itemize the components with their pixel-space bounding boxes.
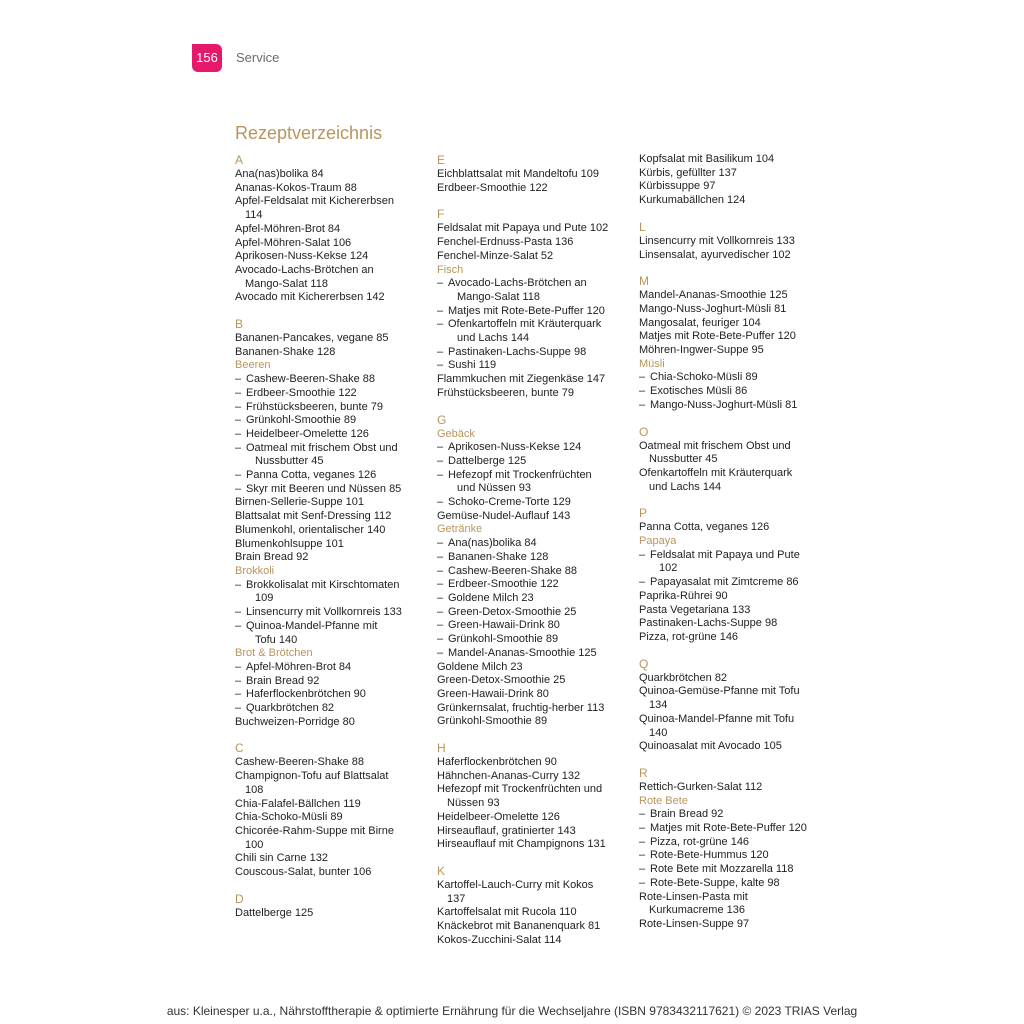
index-entry: Frühstücksbeeren, bunte 79	[437, 386, 574, 399]
index-entry: Cashew-Beeren-Shake 88	[235, 756, 365, 769]
index-letter-heading: L	[639, 219, 646, 234]
index-letter-heading: C	[235, 741, 244, 756]
index-letter-heading: G	[437, 412, 447, 427]
index-entry: Bananen-Pancakes, vegane 85	[235, 332, 389, 345]
index-entry: Mangosalat, feuriger 104	[639, 316, 761, 329]
index-letter-heading: D	[235, 891, 244, 906]
index-entry: Eichblattsalat mit Mandeltofu 109	[437, 168, 600, 180]
index-entry: Aprikosen-Nuss-Kekse 124	[235, 250, 369, 263]
index-subentry: – Apfel-Möhren-Brot 84	[235, 661, 431, 675]
index-subentry: – Cashew-Beeren-Shake 88	[235, 373, 431, 387]
index-letter-heading: F	[437, 207, 445, 222]
index-column-2	[437, 153, 633, 947]
index-entry: Hefezopf mit Trockenfrüchten und	[437, 783, 603, 796]
index-entry-continuation: Nüssen 93	[447, 797, 500, 810]
index-subentry: – Bananen-Shake 128	[437, 551, 633, 565]
index-entry: Ofenkartoffeln mit Kräuterquark	[639, 466, 793, 479]
index-letter-heading: E	[437, 153, 446, 167]
index-subentry: – Ofenkartoffeln mit Kräuterquark	[437, 318, 633, 332]
page-title: Rezeptverzeichnis	[235, 123, 383, 143]
index-entry: Feldsalat mit Papaya und Pute 102	[437, 222, 609, 235]
index-subentry: – Feldsalat mit Papaya und Pute	[639, 549, 839, 563]
index-entry: Quinoa-Mandel-Pfanne mit Tofu	[639, 712, 795, 725]
index-entry: Birnen-Sellerie-Suppe 101	[235, 496, 365, 509]
index-entry: Chicorée-Rahm-Suppe mit Birne	[235, 824, 394, 837]
index-entry: Dattelberge 125	[235, 906, 314, 919]
index-category-heading: Rote Bete	[639, 794, 688, 807]
index-entry: Heidelbeer-Omelette 126	[437, 810, 560, 823]
index-entry: Apfel-Möhren-Salat 106	[235, 236, 352, 249]
index-subentry: – Pastinaken-Lachs-Suppe 98	[437, 346, 633, 360]
index-category-heading: Beeren	[235, 359, 271, 372]
index-subentry-continuation: Tofu 140	[255, 633, 298, 646]
index-entry: Bananen-Shake 128	[235, 345, 336, 358]
index-entry-continuation: 140	[649, 726, 668, 739]
index-subentry: – Brain Bread 92	[639, 808, 839, 822]
index-entry: Kürbissuppe 97	[639, 180, 716, 193]
index-subentry: – Papayasalat mit Zimtcreme 86	[639, 576, 839, 590]
index-entry: Mango-Nuss-Joghurt-Müsli 81	[639, 302, 787, 315]
index-entry: Couscous-Salat, bunter 106	[235, 866, 372, 879]
index-subentry: – Panna Cotta, veganes 126	[235, 469, 431, 483]
index-entry: Fenchel-Erdnuss-Pasta 136	[437, 236, 574, 249]
index-subentry-continuation: Nussbutter 45	[255, 455, 324, 468]
index-entry-continuation: 108	[245, 783, 264, 796]
index-entry: Kurkumabällchen 124	[639, 194, 746, 207]
index-entry: Möhren-Ingwer-Suppe 95	[639, 344, 764, 357]
index-subentry-continuation: und Lachs 144	[457, 332, 530, 345]
index-category-heading: Brot & Brötchen	[235, 647, 313, 660]
index-subentry: – Quinoa-Mandel-Pfanne mit	[235, 620, 431, 634]
index-entry: Rettich-Gurken-Salat 112	[639, 780, 763, 793]
index-entry: Erdbeer-Smoothie 122	[437, 181, 548, 194]
index-subentry: – Mango-Nuss-Joghurt-Müsli 81	[639, 399, 839, 413]
index-entry: Chia-Falafel-Bällchen 119	[235, 797, 361, 810]
index-entry: Blattsalat mit Senf-Dressing 112	[235, 510, 392, 523]
index-subentry: – Mandel-Ananas-Smoothie 125	[437, 647, 633, 661]
section-name: Service	[236, 50, 280, 65]
index-subentry: – Frühstücksbeeren, bunte 79	[235, 401, 431, 415]
index-subentry: – Rote Bete mit Mozzarella 118	[639, 863, 839, 877]
index-letter-heading: P	[639, 506, 648, 521]
index-entry-continuation: 134	[649, 699, 668, 712]
index-entry-continuation: 137	[447, 892, 466, 905]
index-subentry: – Brokkolisalat mit Kirschtomaten	[235, 579, 431, 593]
index-subentry: – Avocado-Lachs-Brötchen an	[437, 277, 633, 291]
index-letter-heading: Q	[639, 656, 649, 671]
index-subentry: – Brain Bread 92	[235, 675, 431, 689]
index-subentry: – Green-Hawaii-Drink 80	[437, 619, 633, 633]
index-entry: Green-Hawaii-Drink 80	[437, 687, 549, 700]
index-subentry: – Schoko-Creme-Torte 129	[437, 496, 633, 510]
index-entry: Matjes mit Rote-Bete-Puffer 120	[639, 330, 796, 343]
index-entry-continuation: Nussbutter 45	[649, 453, 718, 466]
index-entry: Quarkbrötchen 82	[639, 671, 728, 684]
index-subentry: – Matjes mit Rote-Bete-Puffer 120	[639, 822, 839, 836]
index-entry: Rote-Linsen-Suppe 97	[639, 917, 750, 930]
index-subentry: – Heidelbeer-Omelette 126	[235, 428, 431, 442]
index-entry: Pasta Vegetariana 133	[639, 603, 751, 616]
index-entry: Linsensalat, ayurvedischer 102	[639, 248, 791, 261]
index-subentry: – Cashew-Beeren-Shake 88	[437, 565, 633, 579]
index-category-heading: Papaya	[639, 535, 677, 548]
index-subentry: – Skyr mit Beeren und Nüssen 85	[235, 483, 431, 497]
index-category-heading: Müsli	[639, 357, 665, 370]
index-category-heading: Brokkoli	[235, 564, 275, 577]
index-subentry: – Oatmeal mit frischem Obst und	[235, 442, 431, 456]
page-number-badge: 156	[192, 44, 222, 72]
index-entry: Avocado-Lachs-Brötchen an	[235, 263, 374, 276]
index-entry: Panna Cotta, veganes 126	[639, 521, 770, 534]
index-subentry: – Ana(nas)bolika 84	[437, 537, 633, 551]
index-column-1	[235, 153, 431, 920]
index-entry: Kartoffelsalat mit Rucola 110	[437, 906, 577, 919]
index-entry: Quinoa-Gemüse-Pfanne mit Tofu	[639, 685, 800, 698]
index-letter-heading: M	[639, 274, 649, 289]
index-entry: Fenchel-Minze-Salat 52	[437, 249, 554, 262]
index-subentry: – Erdbeer-Smoothie 122	[437, 578, 633, 592]
index-subentry: – Haferflockenbrötchen 90	[235, 688, 431, 702]
index-entry: Buchweizen-Porridge 80	[235, 715, 355, 728]
index-entry: Paprika-Rührei 90	[639, 589, 728, 602]
index-subentry: – Quarkbrötchen 82	[235, 702, 431, 716]
index-entry: Linsencurry mit Vollkornreis 133	[639, 234, 795, 247]
index-entry: Ana(nas)bolika 84	[235, 168, 324, 180]
index-entry: Gemüse-Nudel-Auflauf 143	[437, 509, 571, 522]
index-entry: Green-Detox-Smoothie 25	[437, 674, 566, 687]
index-letter-heading: B	[235, 317, 244, 332]
index-entry: Blumenkohl, orientalischer 140	[235, 523, 386, 536]
index-entry: Blumenkohlsuppe 101	[235, 537, 344, 550]
index-subentry: – Hefezopf mit Trockenfrüchten	[437, 469, 633, 483]
index-entry: Grünkohl-Smoothie 89	[437, 715, 548, 728]
index-entry: Haferflockenbrötchen 90	[437, 756, 557, 769]
index-entry: Hirseauflauf mit Champignons 131	[437, 838, 606, 851]
index-subentry: – Erdbeer-Smoothie 122	[235, 387, 431, 401]
index-letter-heading: O	[639, 424, 649, 439]
index-entry: Grünkernsalat, fruchtig-herber 113	[437, 701, 605, 714]
index-subentry: – Rote-Bete-Hummus 120	[639, 849, 839, 863]
index-entry: Hirseauflauf, gratinierter 143	[437, 824, 576, 837]
index-entry: Hähnchen-Ananas-Curry 132	[437, 769, 581, 782]
index-entry: Knäckebrot mit Bananenquark 81	[437, 920, 601, 933]
index-entry: Brain Bread 92	[235, 551, 309, 564]
index-entry: Mandel-Ananas-Smoothie 125	[639, 289, 788, 302]
index-entry: Champignon-Tofu auf Blattsalat	[235, 770, 389, 783]
index-entry: Kopfsalat mit Basilikum 104	[639, 153, 775, 165]
index-entry: Oatmeal mit frischem Obst und	[639, 439, 791, 452]
index-subentry: – Chia-Schoko-Müsli 89	[639, 371, 839, 385]
index-entry: Ananas-Kokos-Traum 88	[235, 181, 357, 194]
index-subentry-continuation: Mango-Salat 118	[457, 290, 540, 303]
index-category-heading: Fisch	[437, 263, 464, 276]
index-entry: Flammkuchen mit Ziegenkäse 147	[437, 373, 606, 386]
index-subentry-continuation: 102	[659, 562, 678, 575]
index-entry-continuation: Mango-Salat 118	[245, 277, 328, 290]
index-entry: Kokos-Zucchini-Salat 114	[437, 933, 562, 946]
index-entry-continuation: und Lachs 144	[649, 480, 722, 493]
index-entry-continuation: 114	[245, 209, 263, 222]
index-subentry: – Dattelberge 125	[437, 455, 633, 469]
index-subentry: – Aprikosen-Nuss-Kekse 124	[437, 441, 633, 455]
index-entry: Quinoasalat mit Avocado 105	[639, 740, 782, 753]
index-letter-heading: R	[639, 765, 648, 780]
index-entry: Avocado mit Kichererbsen 142	[235, 291, 385, 304]
index-entry: Pizza, rot-grüne 146	[639, 630, 739, 643]
index-subentry: – Grünkohl-Smoothie 89	[235, 414, 431, 428]
index-entry-continuation: 100	[245, 838, 264, 851]
index-entry: Chia-Schoko-Müsli 89	[235, 811, 343, 824]
index-entry-continuation: Kurkumacreme 136	[649, 904, 745, 917]
index-entry: Pastinaken-Lachs-Suppe 98	[639, 617, 778, 630]
index-subentry: – Green-Detox-Smoothie 25	[437, 606, 633, 620]
index-letter-heading: A	[235, 153, 244, 167]
index-subentry: – Exotisches Müsli 86	[639, 385, 839, 399]
index-subentry-continuation: 109	[255, 592, 274, 605]
index-subentry: – Linsencurry mit Vollkornreis 133	[235, 606, 431, 620]
index-entry: Apfel-Möhren-Brot 84	[235, 222, 341, 235]
index-subentry: – Pizza, rot-grüne 146	[639, 836, 839, 850]
index-entry: Apfel-Feldsalat mit Kichererbsen	[235, 195, 394, 208]
index-subentry: – Matjes mit Rote-Bete-Puffer 120	[437, 305, 633, 319]
index-subentry: – Goldene Milch 23	[437, 592, 633, 606]
index-category-heading: Getränke	[437, 523, 483, 536]
footer-citation: aus: Kleinesper u.a., Nährstofftherapie & optimierte Ernährung für die Wechseljahre (ISBN 9783432117621) © 2023 TRIAS Verlag	[166, 1004, 858, 1018]
index-category-heading: Gebäck	[437, 427, 475, 440]
index-entry: Kartoffel-Lauch-Curry mit Kokos	[437, 878, 594, 891]
index-entry: Rote-Linsen-Pasta mit	[639, 890, 748, 903]
index-column-3	[639, 153, 839, 932]
index-subentry: – Rote-Bete-Suppe, kalte 98	[639, 877, 839, 891]
index-entry: Kürbis, gefüllter 137	[639, 166, 737, 179]
index-subentry-continuation: und Nüssen 93	[457, 482, 531, 495]
index-letter-heading: H	[437, 741, 446, 756]
index-entry: Chili sin Carne 132	[235, 852, 328, 865]
index-subentry: – Grünkohl-Smoothie 89	[437, 633, 633, 647]
index-subentry: – Sushi 119	[437, 359, 633, 373]
index-letter-heading: K	[437, 863, 446, 878]
index-entry: Goldene Milch 23	[437, 660, 523, 673]
